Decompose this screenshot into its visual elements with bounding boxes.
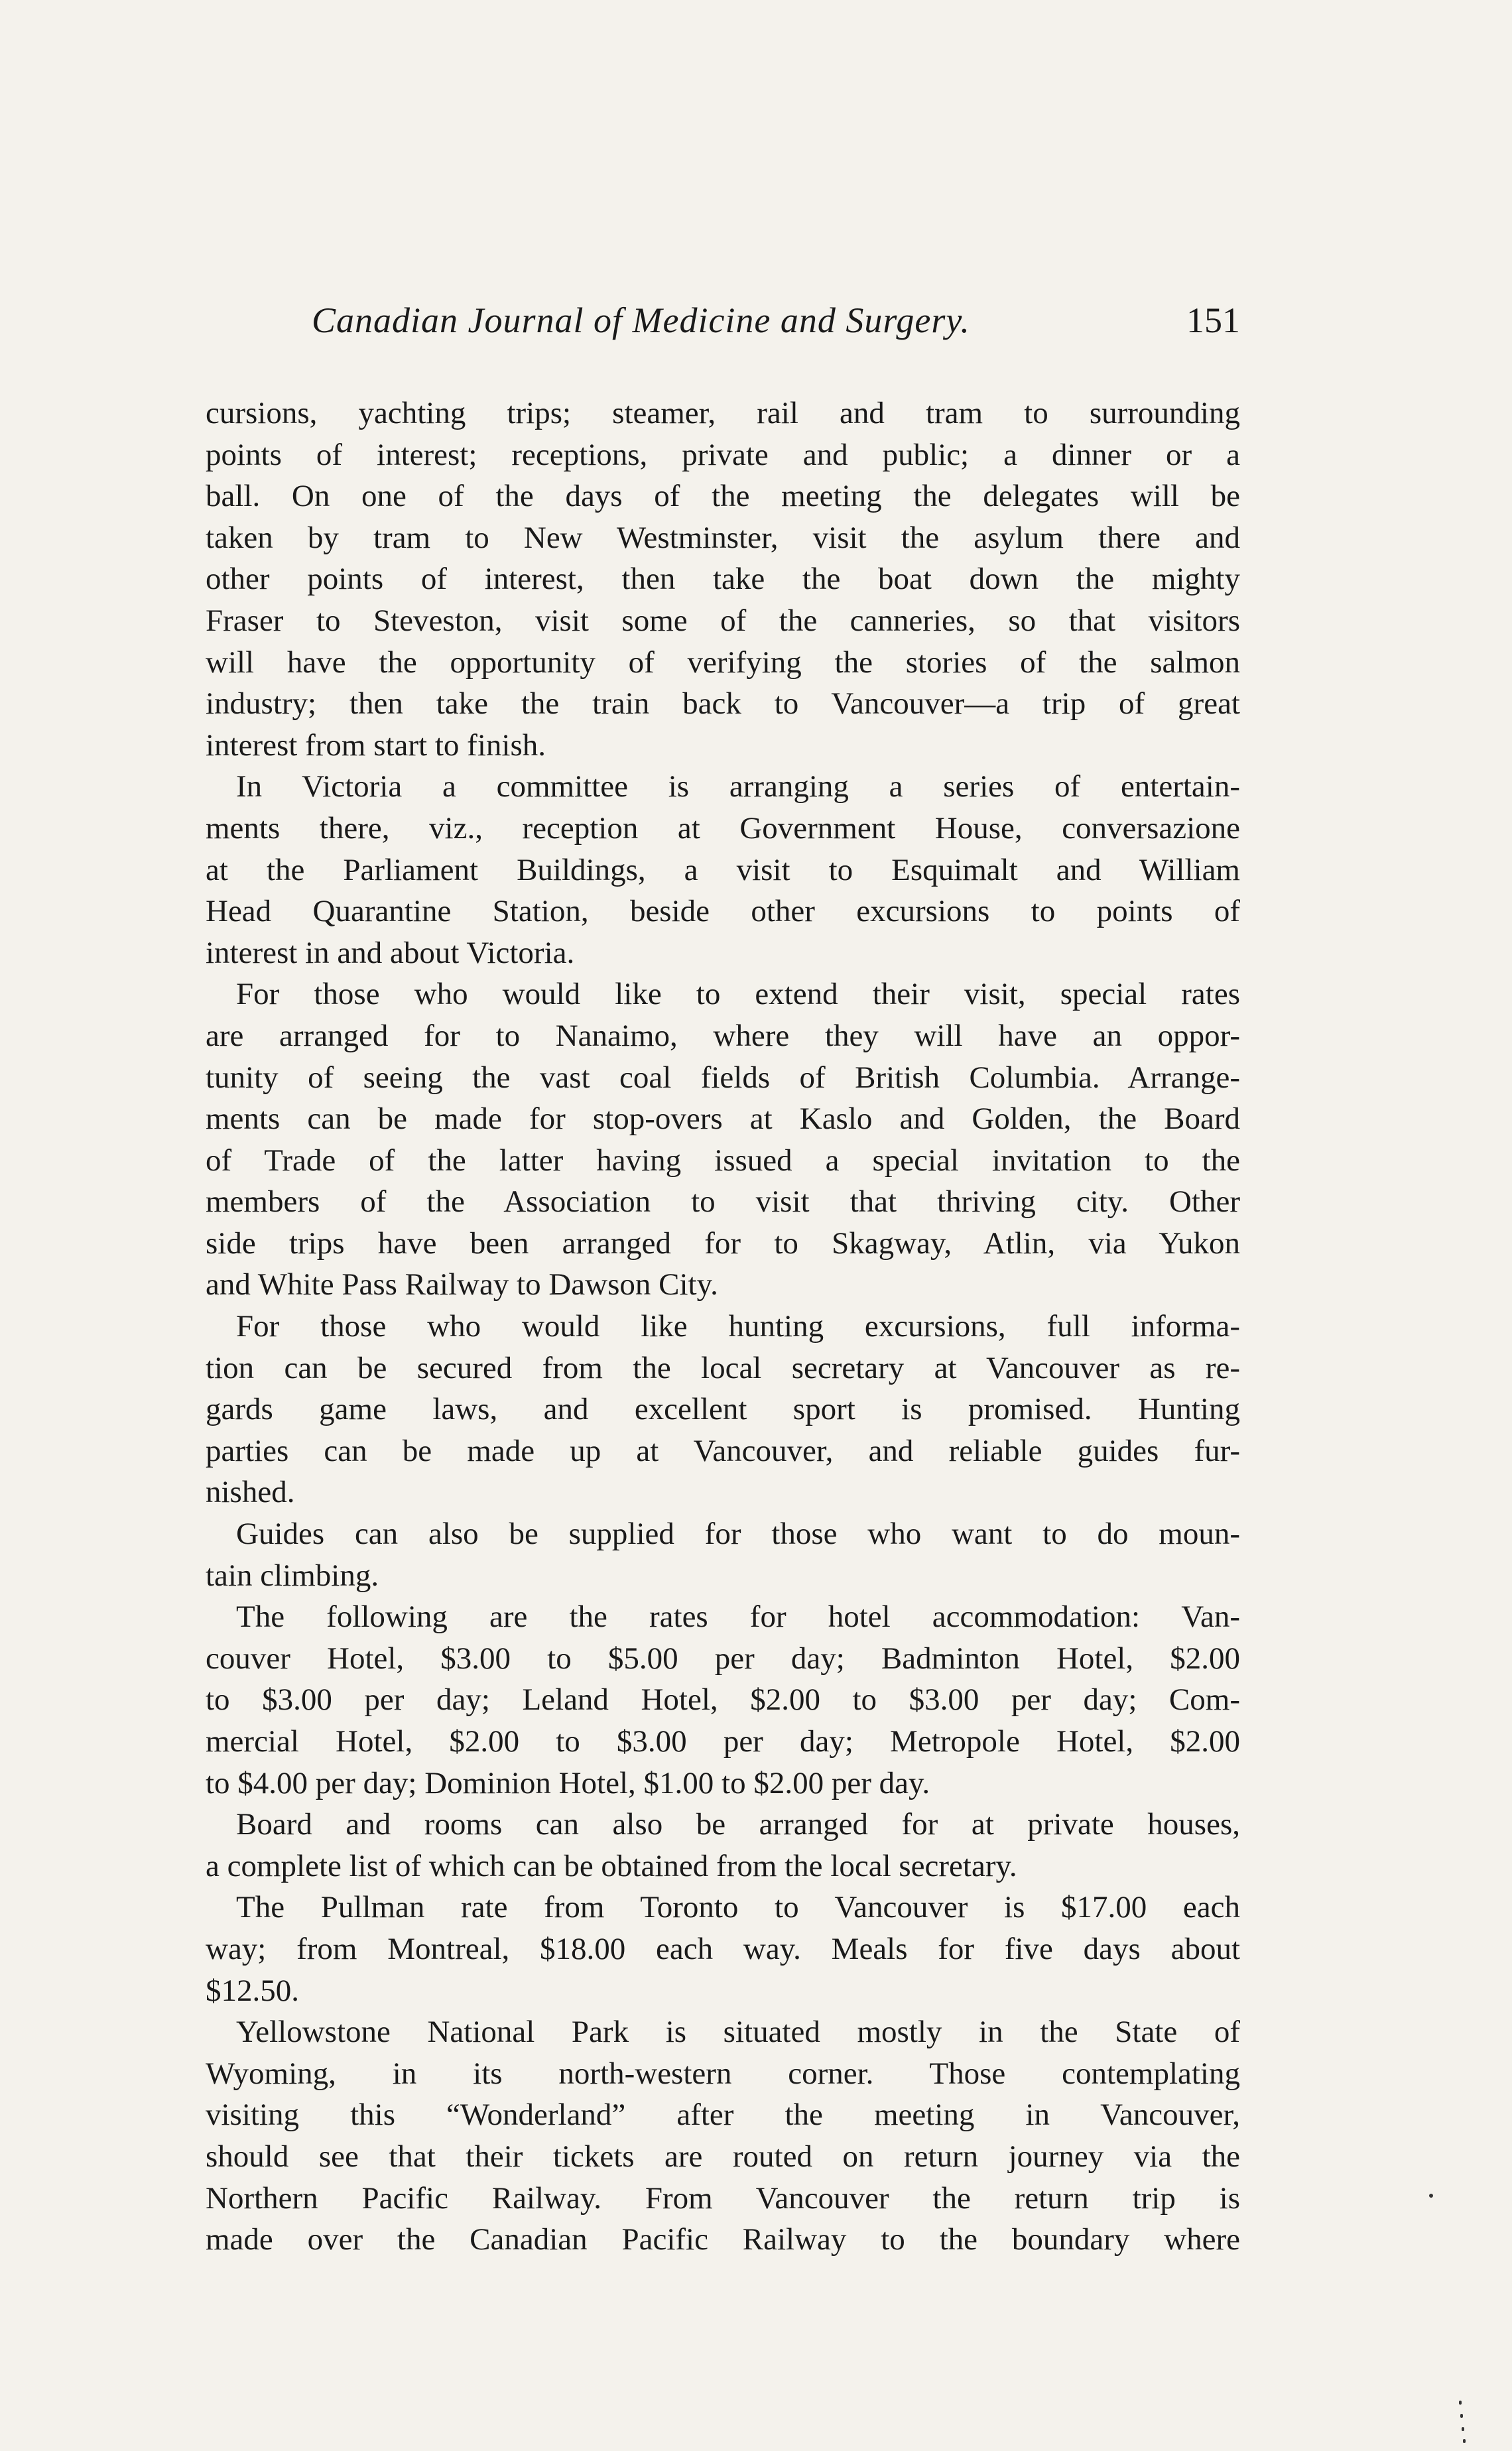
text-line: ments there, viz., reception at Government House, conversazione bbox=[206, 810, 1240, 846]
text-line: tain climbing. bbox=[206, 1558, 379, 1593]
text-line: interest from start to finish. bbox=[206, 727, 546, 763]
text-line: Head Quarantine Station, beside other excursions to points of bbox=[206, 894, 1240, 929]
text-line: other points of interest, then take the boat down the mighty bbox=[206, 562, 1240, 597]
text-line: parties can be made up at Vancouver, and reliable guides fur- bbox=[206, 1433, 1240, 1468]
text-line: Wyoming, in its north-western corner. Those contemplating bbox=[206, 2056, 1240, 2091]
text-line: nished. bbox=[206, 1475, 295, 1510]
text-line: Fraser to Steveston, visit some of the canneries, so that visitors bbox=[206, 603, 1240, 638]
text-line: to $4.00 per day; Dominion Hotel, $1.00 to $2.00 per day. bbox=[206, 1765, 930, 1800]
text-line: way; from Montreal, $18.00 each way. Meals for five days about bbox=[206, 1931, 1240, 1966]
text-line: tion can be secured from the local secretary at Vancouver as re- bbox=[206, 1350, 1240, 1385]
text-line: visiting this “Wonderland” after the meeting in Vancouver, bbox=[206, 2098, 1240, 2133]
page-header bbox=[312, 300, 1240, 353]
text-line: cursions, yachting trips; steamer, rail and tram to surrounding bbox=[206, 396, 1240, 430]
text-line: Guides can also be supplied for those who want to do moun- bbox=[236, 1517, 1240, 1552]
text-line: Yellowstone National Park is situated mostly in the State of bbox=[236, 2015, 1240, 2050]
text-line: interest in and about Victoria. bbox=[206, 935, 575, 970]
text-line: taken by tram to New Westminster, visit the asylum there and bbox=[206, 520, 1240, 555]
text-line: In Victoria a committee is arranging a series of entertain- bbox=[236, 769, 1240, 804]
text-line: ball. On one of the days of the meeting the delegates will be bbox=[206, 479, 1240, 514]
text-line: tunity of seeing the vast coal fields of British Columbia. Arrange- bbox=[206, 1060, 1240, 1095]
text-line: mercial Hotel, $2.00 to $3.00 per day; Metropole Hotel, $2.00 bbox=[206, 1724, 1240, 1759]
text-line: are arranged for to Nanaimo, where they will have an oppor- bbox=[206, 1018, 1240, 1053]
text-line: $12.50. bbox=[206, 1973, 299, 2008]
margin-speck bbox=[1429, 2194, 1433, 2198]
text-line: will have the opportunity of verifying the stories of the salmon bbox=[206, 645, 1240, 680]
text-line: side trips have been arranged for to Skagway, Atlin, via Yukon bbox=[206, 1226, 1240, 1261]
running-head: Canadian Journal of Medicine and Surgery. bbox=[312, 300, 970, 340]
text-line: couver Hotel, $3.00 to $5.00 per day; Badminton Hotel, $2.00 bbox=[206, 1641, 1240, 1676]
text-line: points of interest; receptions, private and public; a dinner or a bbox=[206, 437, 1240, 472]
text-line: and White Pass Railway to Dawson City. bbox=[206, 1267, 718, 1302]
text-line: Board and rooms can also be arranged for at private houses, bbox=[236, 1807, 1240, 1842]
text-line: made over the Canadian Pacific Railway to the boundary where bbox=[206, 2222, 1240, 2257]
text-line: of Trade of the latter having issued a special invitation to the bbox=[206, 1143, 1240, 1178]
text-line: gards game laws, and excellent sport is promised. Hunting bbox=[206, 1392, 1240, 1427]
text-line: members of the Association to visit that thriving city. Other bbox=[206, 1184, 1240, 1220]
text-line: For those who would like hunting excursions, full informa- bbox=[236, 1309, 1240, 1344]
text-line: Northern Pacific Railway. From Vancouver the return trip is bbox=[206, 2180, 1240, 2216]
text-line: ments can be made for stop-overs at Kaslo and Golden, the Board bbox=[206, 1101, 1240, 1137]
text-line: at the Parliament Buildings, a visit to Esquimalt and William bbox=[206, 852, 1240, 887]
text-line: The following are the rates for hotel accommodation: Van- bbox=[236, 1600, 1240, 1635]
text-line: should see that their tickets are routed on return journey via the bbox=[206, 2139, 1240, 2174]
page-number: 151 bbox=[1186, 300, 1240, 340]
text-line: The Pullman rate from Toronto to Vancouver is $17.00 each bbox=[236, 1890, 1240, 1925]
text-line: to $3.00 per day; Leland Hotel, $2.00 to $3.00 per day; Com- bbox=[206, 1682, 1240, 1718]
text-line: industry; then take the train back to Vancouver—a trip of great bbox=[206, 686, 1240, 722]
body-text bbox=[206, 393, 1240, 2261]
text-line: a complete list of which can be obtained from the local secretary. bbox=[206, 1848, 1017, 1883]
text-line: For those who would like to extend their visit, special rates bbox=[236, 977, 1240, 1012]
